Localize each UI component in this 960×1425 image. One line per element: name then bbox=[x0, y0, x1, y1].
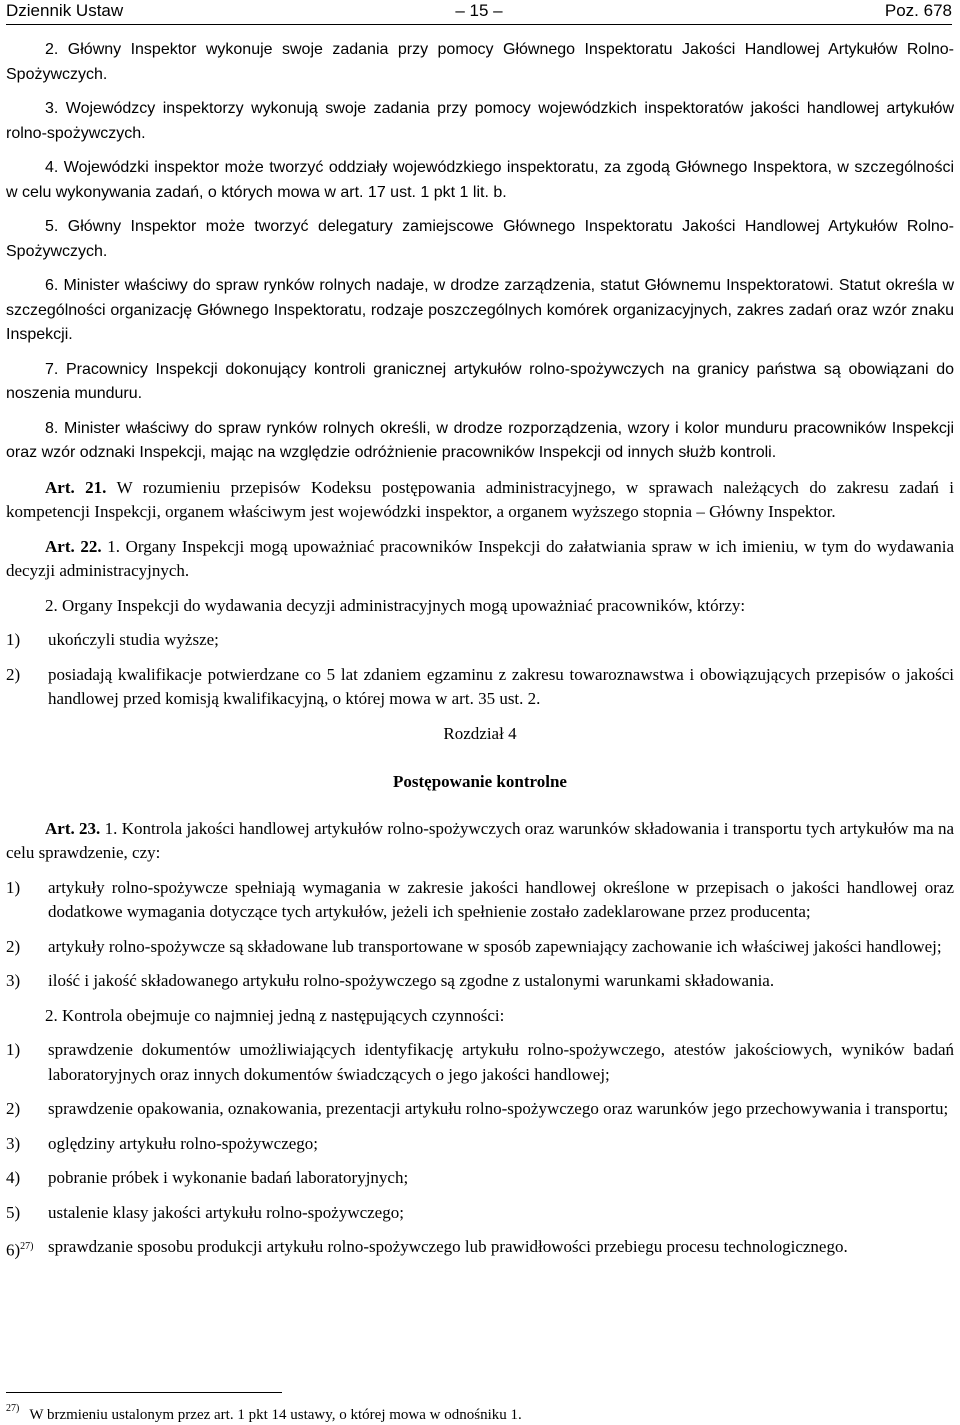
article-text: 1. Organy Inspekcji mogą upoważniać pracowników Inspekcji do załatwiania spraw w ich imieniu, w tym do wydawania decyzji administracyjnych. bbox=[6, 536, 954, 580]
chapter-title: Postępowanie kontrolne bbox=[393, 772, 567, 791]
item-number: 1) bbox=[6, 877, 21, 897]
item-num: 6) bbox=[6, 1240, 21, 1260]
journal-name: Dziennik Ustaw bbox=[6, 1, 124, 20]
item-number: 3) bbox=[6, 1133, 21, 1153]
item-text: sprawdzenie opakowania, oznakowania, prezentacji artykułu rolno-spożywczego oraz warunków jego przechowywania i transportu; bbox=[48, 1099, 949, 1118]
item-number bbox=[6, 1235, 48, 1263]
article-text: W rozumieniu przepisów Kodeksu postępowania administracyjnego, w sprawach należących do zakresu zadań i kompetencji Inspekcji, organem właściwym jest wojewódzki inspektor, a organem wyższego stopnia – Główny Inspektor. bbox=[6, 477, 954, 521]
list-item bbox=[6, 935, 954, 960]
item-text: ustalenie klasy jakości artykułu rolno-spożywczego; bbox=[48, 1202, 404, 1222]
list-item bbox=[6, 876, 954, 925]
item-text: artykuły rolno-spożywcze spełniają wymagania w zakresie jakości handlowej określone w przepisach o jakości handlowej oraz dodatkowe wymagania dotyczące tych artykułów, jeżeli ich spełnienie zostało zadeklarowane przez producenta; bbox=[48, 877, 954, 921]
footnote-text: W brzmieniu ustalonym przez art. 1 pkt 14 ustawy, o której mowa w odnośniku 1. bbox=[29, 1407, 522, 1423]
item-number: 2) bbox=[6, 936, 21, 956]
paragraph: 2. Główny Inspektor wykonuje swoje zadania przy pomocy Głównego Inspektoratu Jakości Handlowej Artykułów Rolno-Spożywczych. bbox=[6, 41, 954, 83]
footnote-ref[interactable]: 27) bbox=[20, 1241, 34, 1252]
list-item bbox=[6, 1097, 954, 1122]
page-header bbox=[6, 0, 952, 25]
list-item bbox=[6, 663, 954, 712]
chapter-number: Rozdział 4 bbox=[443, 723, 517, 743]
list-item bbox=[6, 1166, 954, 1191]
paragraph: 6. Minister właściwy do spraw rynków rolnych nadaje, w drodze zarządzenia, statut Głównemu Inspektoratowi. Statut określa w szczególności organizację Głównego Inspektoratu, rodzaje poszczególnych komórek organizacyjnych, zakres zadań oraz wzór znaku Inspekcji. bbox=[6, 277, 954, 343]
article-label: Art. 21. bbox=[45, 477, 107, 497]
list-item bbox=[6, 1038, 954, 1087]
paragraph: 7. Pracownicy Inspekcji dokonujący kontroli granicznej artykułów rolno-spożywczych na granicy państwa są obowiązani do noszenia munduru. bbox=[6, 360, 954, 402]
paragraph: 3. Wojewódzcy inspektorzy wykonują swoje zadania przy pomocy wojewódzkich inspektoratów jakości handlowej artykułów rolno-spożywczych. bbox=[6, 100, 954, 142]
footnote-number: 27) bbox=[6, 1403, 20, 1414]
position-number: Poz. 678 bbox=[884, 1, 952, 20]
article-label: Art. 22. bbox=[45, 536, 102, 556]
footnote-separator bbox=[6, 1392, 282, 1393]
art-22 bbox=[6, 535, 954, 584]
item-text: posiadają kwalifikacje potwierdzane co 5 lat zdaniem egzaminu z zakresu towaroznawstwa i obowiązujących przepisów o jakości handlowej przed komisją kwalifikacyjną, o której mowa w art. 35 ust. 2. bbox=[48, 664, 954, 708]
item-number: 1) bbox=[6, 1040, 21, 1059]
item-number: 3) bbox=[6, 971, 21, 990]
art-23 bbox=[6, 817, 954, 866]
item-text: sprawdzenie dokumentów umożliwiających identyfikację artykułu rolno-spożywczego, atestów jakościowych, wyników badań laboratoryjnych oraz innych dokumentów świadczących o jego jakości handlowej; bbox=[48, 1040, 954, 1084]
list-item bbox=[6, 1132, 954, 1157]
page-number: – 15 – bbox=[455, 1, 503, 20]
paragraph: 4. Wojewódzki inspektor może tworzyć oddziały wojewódzkiego inspektoratu, za zgodą Głównego Inspektora, w szczególności w celu wykonywania zadań, o których mowa w art. 17 ust. 1 pkt 1 lit. b. bbox=[6, 159, 954, 201]
list-item bbox=[6, 969, 954, 994]
item-text: pobranie próbek i wykonanie badań laboratoryjnych; bbox=[48, 1168, 409, 1187]
item-number: 4) bbox=[6, 1168, 21, 1187]
paragraph: 2. Kontrola obejmuje co najmniej jedną z następujących czynności: bbox=[45, 1005, 505, 1025]
footnote bbox=[6, 1401, 522, 1425]
paragraph: 2. Organy Inspekcji do wydawania decyzji administracyjnych mogą upoważniać pracowników, którzy: bbox=[45, 595, 746, 615]
article-text: 1. Kontrola jakości handlowej artykułów rolno-spożywczych oraz warunków składowania i transportu tych artykułów ma na celu sprawdzenie, czy: bbox=[6, 818, 954, 862]
article-label: Art. 23. bbox=[45, 818, 101, 838]
item-text: oględziny artykułu rolno-spożywczego; bbox=[48, 1133, 319, 1153]
art-21 bbox=[6, 476, 954, 525]
item-number: 5) bbox=[6, 1202, 21, 1222]
list-item bbox=[6, 1235, 954, 1263]
item-text: ukończyli studia wyższe; bbox=[48, 630, 219, 649]
item-number: 1) bbox=[6, 630, 21, 649]
list-item bbox=[6, 628, 954, 653]
item-text: ilość i jakość składowanego artykułu rolno-spożywczego są zgodne z ustalonymi warunkami składowania. bbox=[48, 971, 775, 990]
item-text: artykuły rolno-spożywcze są składowane lub transportowane w sposób zapewniający zachowanie ich właściwej jakości handlowej; bbox=[48, 936, 942, 956]
art-20-continuation bbox=[6, 38, 954, 466]
paragraph: 8. Minister właściwy do spraw rynków rolnych określi, w drodze rozporządzenia, wzory i kolor munduru pracowników Inspekcji oraz wzór odznaki Inspekcji, mając na względzie odróżnienie pracowników Inspekcji od innych służb kontroli. bbox=[6, 419, 954, 461]
document-body bbox=[6, 38, 954, 1273]
item-number: 2) bbox=[6, 664, 21, 684]
item-number: 2) bbox=[6, 1099, 21, 1118]
paragraph: 5. Główny Inspektor może tworzyć delegatury zamiejscowe Głównego Inspektoratu Jakości Handlowej Artykułów Rolno-Spożywczych. bbox=[6, 218, 954, 260]
list-item bbox=[6, 1201, 954, 1226]
item-text: sprawdzanie sposobu produkcji artykułu rolno-spożywczego lub prawidłowości przebiegu procesu technologicznego. bbox=[48, 1237, 848, 1256]
